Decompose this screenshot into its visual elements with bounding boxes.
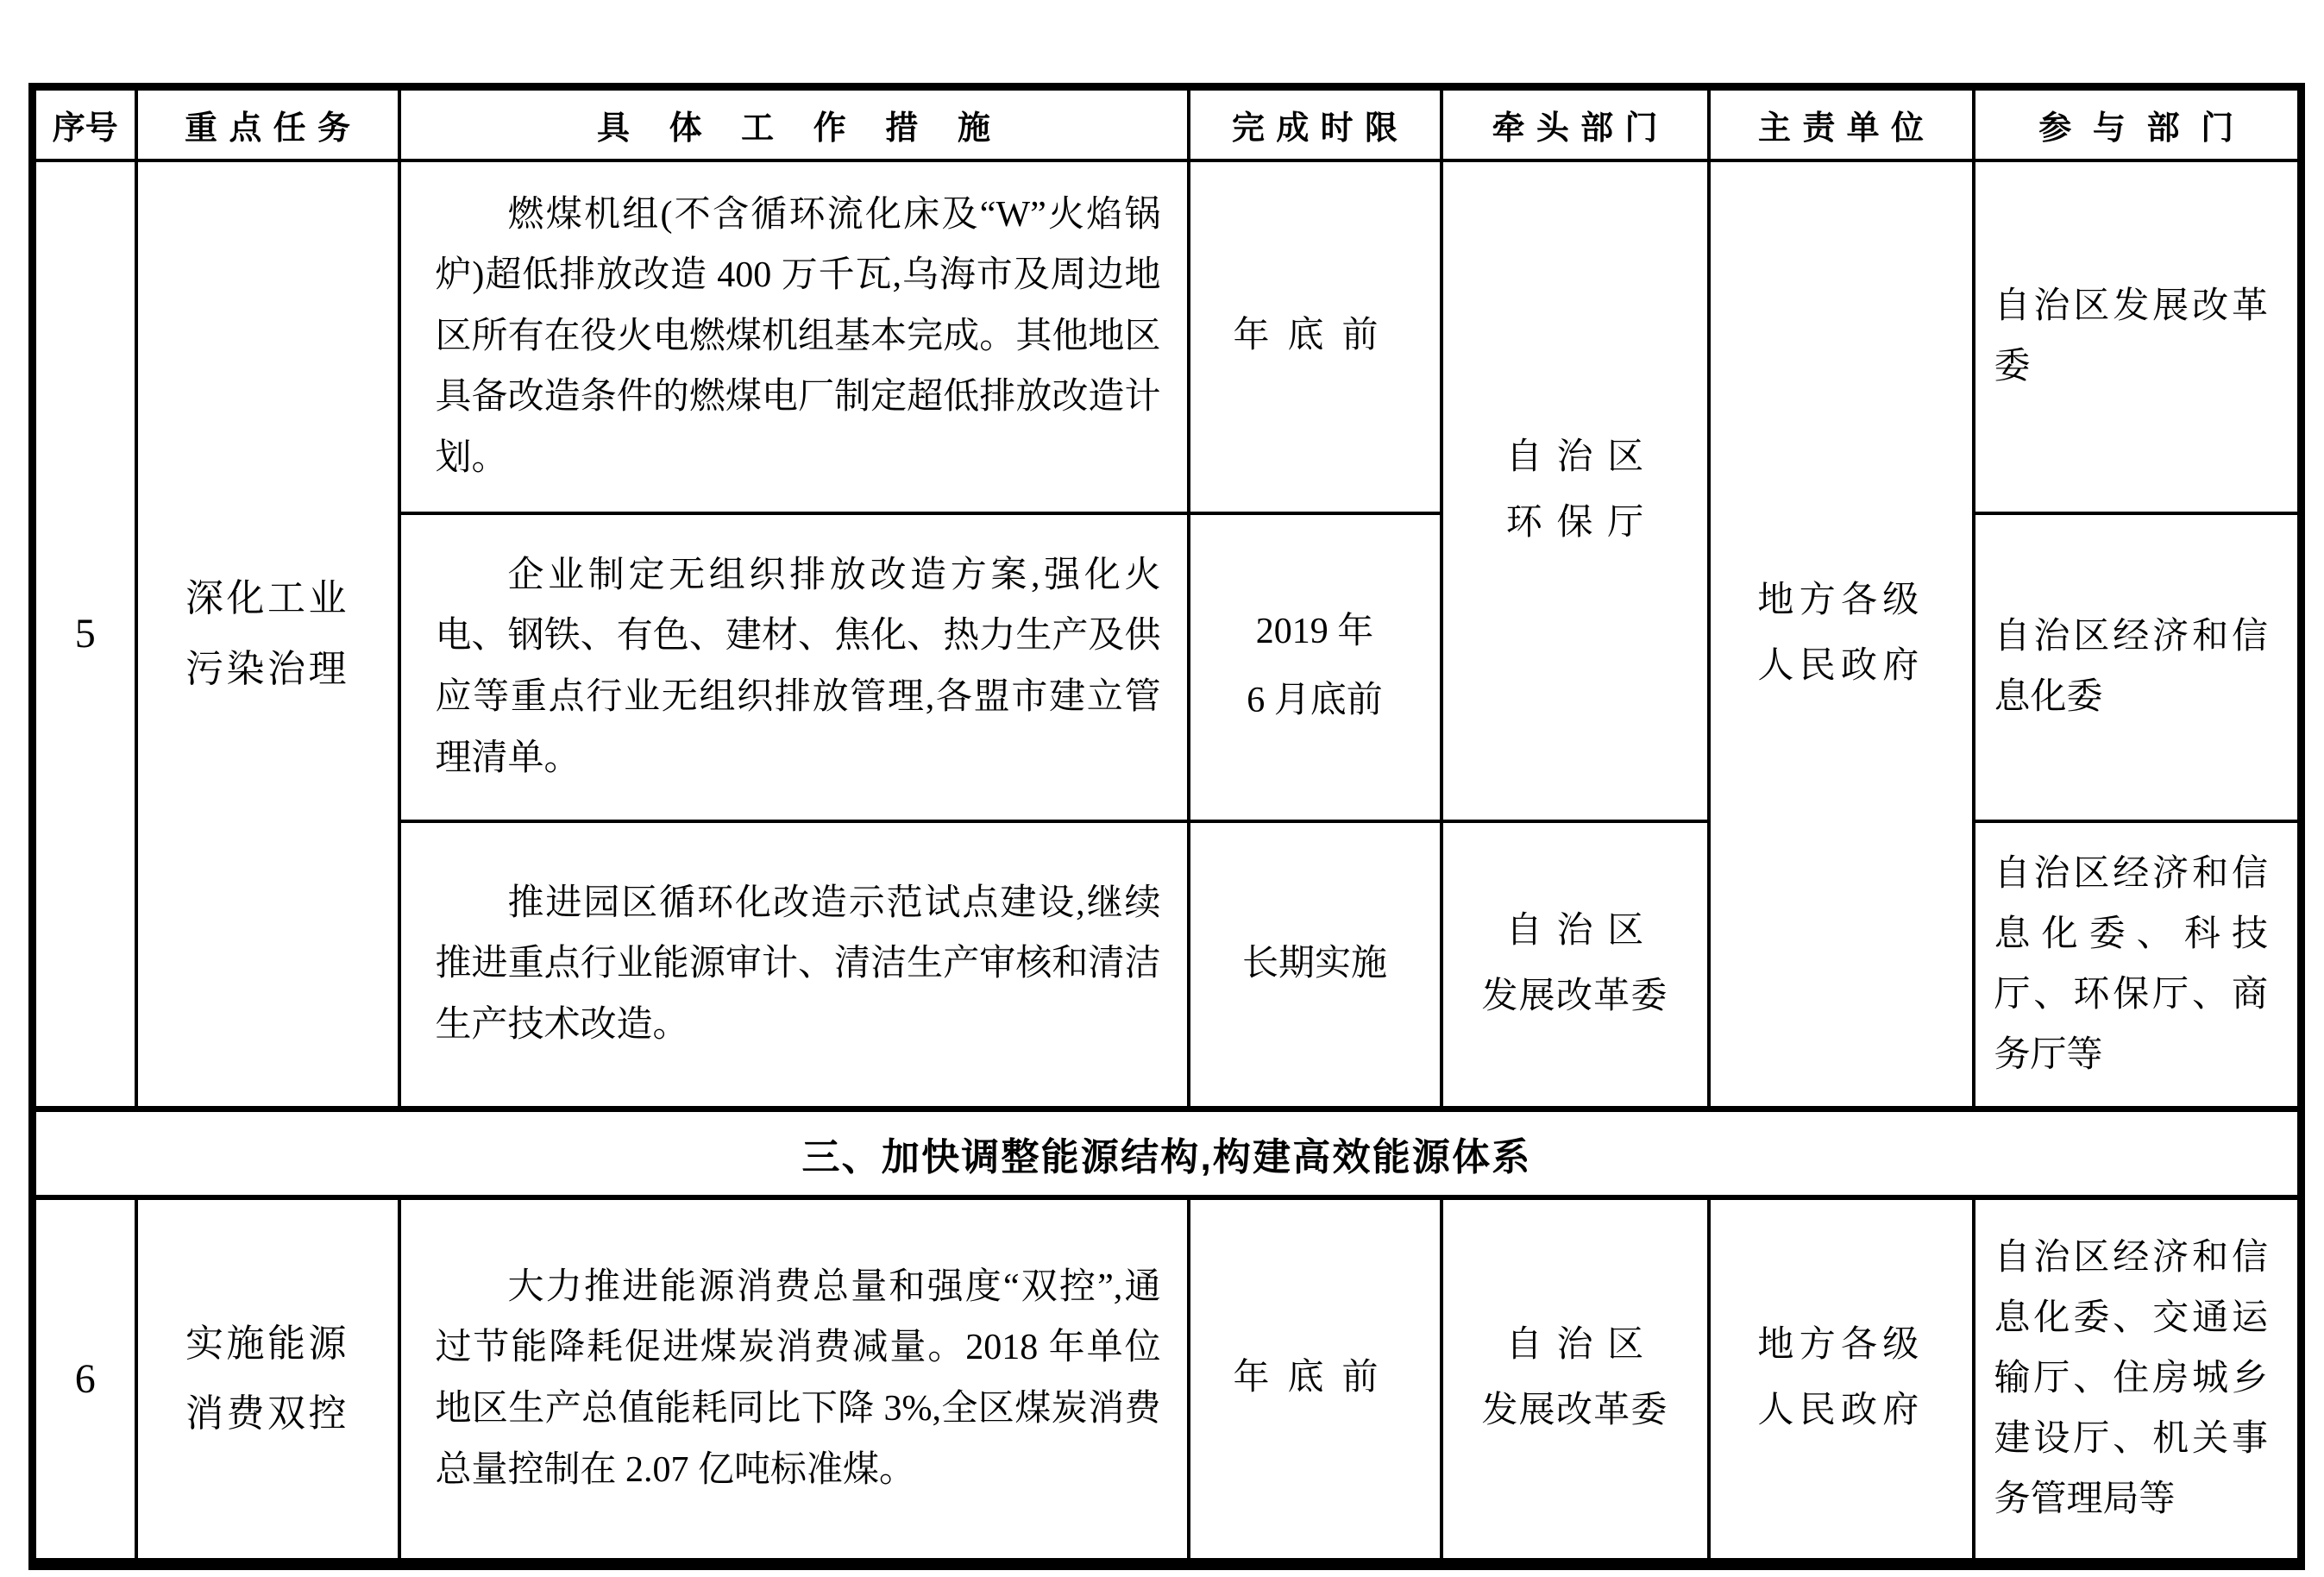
participants-text: 自治区经济和信息化委、科技厅、环保厅、商务厅等: [1994, 853, 2268, 1075]
cell-deadline-6: [1189, 1197, 1442, 1564]
header-row: [33, 87, 2302, 160]
row-6: [33, 1197, 2302, 1564]
resp-line: 人民政府: [1757, 1391, 1925, 1430]
cell-measure-6: [399, 1197, 1189, 1564]
lead-line: 自治区: [1505, 1325, 1659, 1366]
measure-text: 推进园区循环化改造示范试点建设,继续推进重点行业能源审计、清洁生产审核和清洁生产技术改造。: [435, 883, 1161, 1046]
col-header-resp-unit: 主责单位: [1709, 87, 1974, 160]
col-header-seq: 序号: [33, 87, 136, 160]
participants-text: 自治区经济和信息化委: [1994, 616, 2268, 717]
deadline-line: 6 月底前: [1247, 681, 1383, 720]
col-header-measures: 具体工作措施: [399, 87, 1189, 160]
col-header-participants: 参与部门: [1974, 87, 2302, 160]
cell-measure-5b: [399, 513, 1189, 821]
section-header: 三、加快调整能源结构,构建高效能源体系: [33, 1109, 2302, 1197]
cell-deadline-5c: [1189, 821, 1442, 1109]
col-header-lead-dept: 牵头部门: [1442, 87, 1709, 160]
cell-resp-5: [1709, 160, 1974, 1109]
deadline-text: 年底前: [1233, 316, 1397, 356]
cell-participants-5c: [1974, 821, 2302, 1109]
col-header-deadline: 完成时限: [1189, 87, 1442, 160]
cell-lead-6: [1442, 1197, 1709, 1564]
participants-text: 自治区发展改革委: [1994, 286, 2268, 386]
cell-measure-5a: [399, 160, 1189, 513]
deadline-text: 年底前: [1233, 1358, 1397, 1398]
cell-lead-5c: [1442, 821, 1709, 1109]
action-plan-table: [28, 83, 2305, 1570]
lead-line: 发展改革委: [1481, 1391, 1668, 1430]
lead-line: 自治区: [1505, 911, 1659, 952]
deadline-text: 长期实施: [1241, 943, 1387, 983]
cell-participants-5b: [1974, 513, 2302, 821]
lead-line: 环保厅: [1505, 502, 1659, 543]
cell-lead-5ab: [1442, 160, 1709, 821]
measure-text: 企业制定无组织排放改造方案,强化火电、钢铁、有色、建材、焦化、热力生产及供应等重点行业无组织排放管理,各盟市建立管理清单。: [435, 555, 1161, 778]
lead-line: 自治区: [1505, 437, 1659, 477]
resp-line: 人民政府: [1757, 645, 1925, 686]
task-line: 深化工业: [185, 577, 350, 620]
lead-line: 发展改革委: [1481, 976, 1668, 1016]
cell-resp-6: [1709, 1197, 1974, 1564]
cell-deadline-5b: [1189, 513, 1442, 821]
cell-participants-6: [1974, 1197, 2302, 1564]
task-line: 污染治理: [185, 647, 350, 690]
measure-text: 大力推进能源消费总量和强度“双控”,通过节能降耗促进煤炭消费减量。2018 年单位地区生产总值能耗同比下降 3%,全区煤炭消费总量控制在 2.07 亿吨标准煤。: [435, 1266, 1161, 1490]
cell-measure-5c: [399, 821, 1189, 1109]
cell-seq-6: 6: [33, 1197, 136, 1564]
col-header-task: 重点任务: [136, 87, 399, 160]
section-row: [33, 1109, 2302, 1197]
cell-seq-5: 5: [33, 160, 136, 1109]
cell-task-5: [136, 160, 399, 1109]
cell-deadline-5a: [1189, 160, 1442, 513]
cell-participants-5a: [1974, 160, 2302, 513]
resp-line: 地方各级: [1757, 581, 1925, 621]
task-line: 消费双控: [185, 1392, 350, 1435]
row-5-sub-a: [33, 160, 2302, 513]
measure-text: 燃煤机组(不含循环流化床及“W”火焰锅炉)超低排放改造 400 万千瓦,乌海市及周边地区所有在役火电燃煤机组基本完成。其他地区具备改造条件的燃煤电厂制定超低排放改造计划。: [435, 194, 1161, 478]
participants-text: 自治区经济和信息化委、交通运输厅、住房城乡建设厅、机关事务管理局等: [1994, 1237, 2268, 1520]
cell-task-6: [136, 1197, 399, 1564]
deadline-line: 2019 年: [1255, 612, 1374, 652]
task-line: 实施能源: [185, 1322, 350, 1365]
resp-line: 地方各级: [1757, 1325, 1925, 1366]
